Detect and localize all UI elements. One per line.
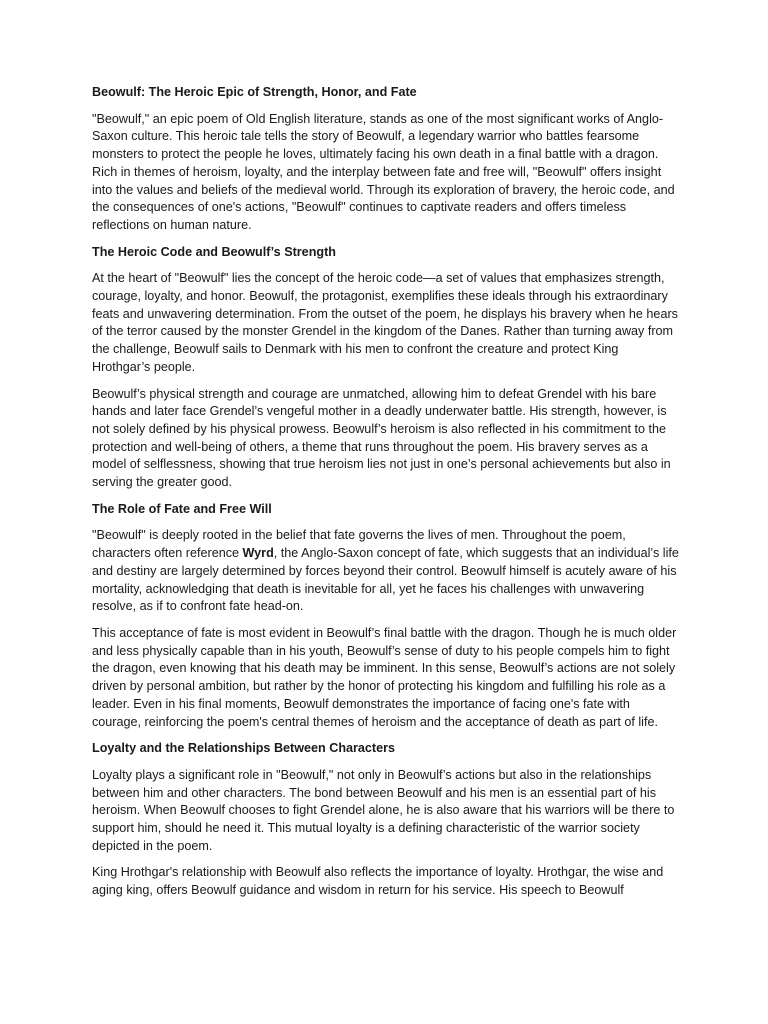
heroic-code-paragraph-2: Beowulf’s physical strength and courage are unmatched, allowing him to defeat Grendel with his bare hands and later face Grendel’s vengeful mother in a deadly underwater battle. His strength, however, is not solely defined by his physical prowess. Beowulf’s heroism is also reflected in his commitment to the protection and well-being of others, a theme that runs throughout the poem. His bravery serves as a model of selflessness, showing that true heroism lies not just in one’s personal achievements but also in serving the greater good. (92, 386, 671, 490)
loyalty-paragraph-2: King Hrothgar's relationship with Beowulf also reflects the importance of loyalty. Hrothgar, the wise and aging king, offers Beowulf guidance and wisdom in return for his service. His speech to Beowulf (92, 865, 664, 898)
fate-paragraph-1 (92, 527, 680, 616)
section-heading-loyalty: Loyalty and the Relationships Between Characters (92, 741, 396, 756)
fate-paragraph-2: This acceptance of fate is most evident in Beowulf’s final battle with the dragon. Though he is much older and less physically capable than in his youth, Beowulf’s sense of duty to his people compels him to fight the dragon, even knowing that his death may be imminent. In this sense, Beowulf’s actions are not solely driven by personal ambition, but rather by the honor of protecting his kingdom and fulfilling his role as a leader. Even in his final moments, Beowulf demonstrates the importance of facing one's fate with courage, reinforcing the poem's central themes of heroism and the acceptance of death as part of life. (92, 625, 677, 729)
section-heading-heroic-code: The Heroic Code and Beowulf’s Strength (92, 244, 336, 259)
heroic-code-paragraph-1: At the heart of "Beowulf" lies the concept of the heroic code—a set of values that emphasizes strength, courage, loyalty, and honor. Beowulf, the protagonist, exemplifies these ideals through his extraordinary feats and unwavering determination. From the outset of the poem, he displays his bravery when he hears of the terror caused by the monster Grendel in the kingdom of the Danes. Rather than turning away from the challenge, Beowulf sails to Denmark with his men to confront the creature and protect King Hrothgar’s people. (92, 271, 678, 374)
intro-paragraph: "Beowulf," an epic poem of Old English literature, stands as one of the most significant works of Anglo-Saxon culture. This heroic tale tells the story of Beowulf, a legendary warrior who battles fearsome monsters to protect the people he loves, ultimately facing his own death in a final battle with a dragon. Rich in themes of heroism, loyalty, and the interplay between fate and free will, "Beowulf" offers insight into the values and beliefs of the medieval world. Through its exploration of bravery, the heroic code, and the consequences of one's actions, "Beowulf" continues to captivate readers and offers timeless reflections on human nature. (92, 111, 675, 232)
fate-paragraph-1-start: "Beowulf" is deeply rooted in the belief that fate governs the lives of men. Throughout the poem, characters often reference (92, 528, 626, 561)
document-title: Beowulf: The Heroic Epic of Strength, Honor, and Fate (92, 85, 417, 99)
document-page (92, 84, 680, 909)
loyalty-paragraph-1: Loyalty plays a significant role in "Beowulf," not only in Beowulf’s actions but also in the relationships between him and other characters. The bond between Beowulf and his men is an essential part of his heroism. When Beowulf chooses to fight Grendel alone, he is also aware that his warriors will be there to support him, should he need it. This mutual loyalty is a defining characteristic of the warrior society depicted in the poem. (92, 767, 675, 853)
section-heading-fate: The Role of Fate and Free Will (92, 501, 272, 516)
fate-paragraph-1-end: , the Anglo-Saxon concept of fate, which suggests that an individual’s life and destiny are largely determined by forces beyond their control. Beowulf himself is acutely aware of his mortality, acknowledging that death is inevitable for all, yet he faces his challenges with unwavering resolve, as if to confront fate head-on. (92, 546, 679, 614)
wyrd-term: Wyrd (242, 546, 274, 561)
